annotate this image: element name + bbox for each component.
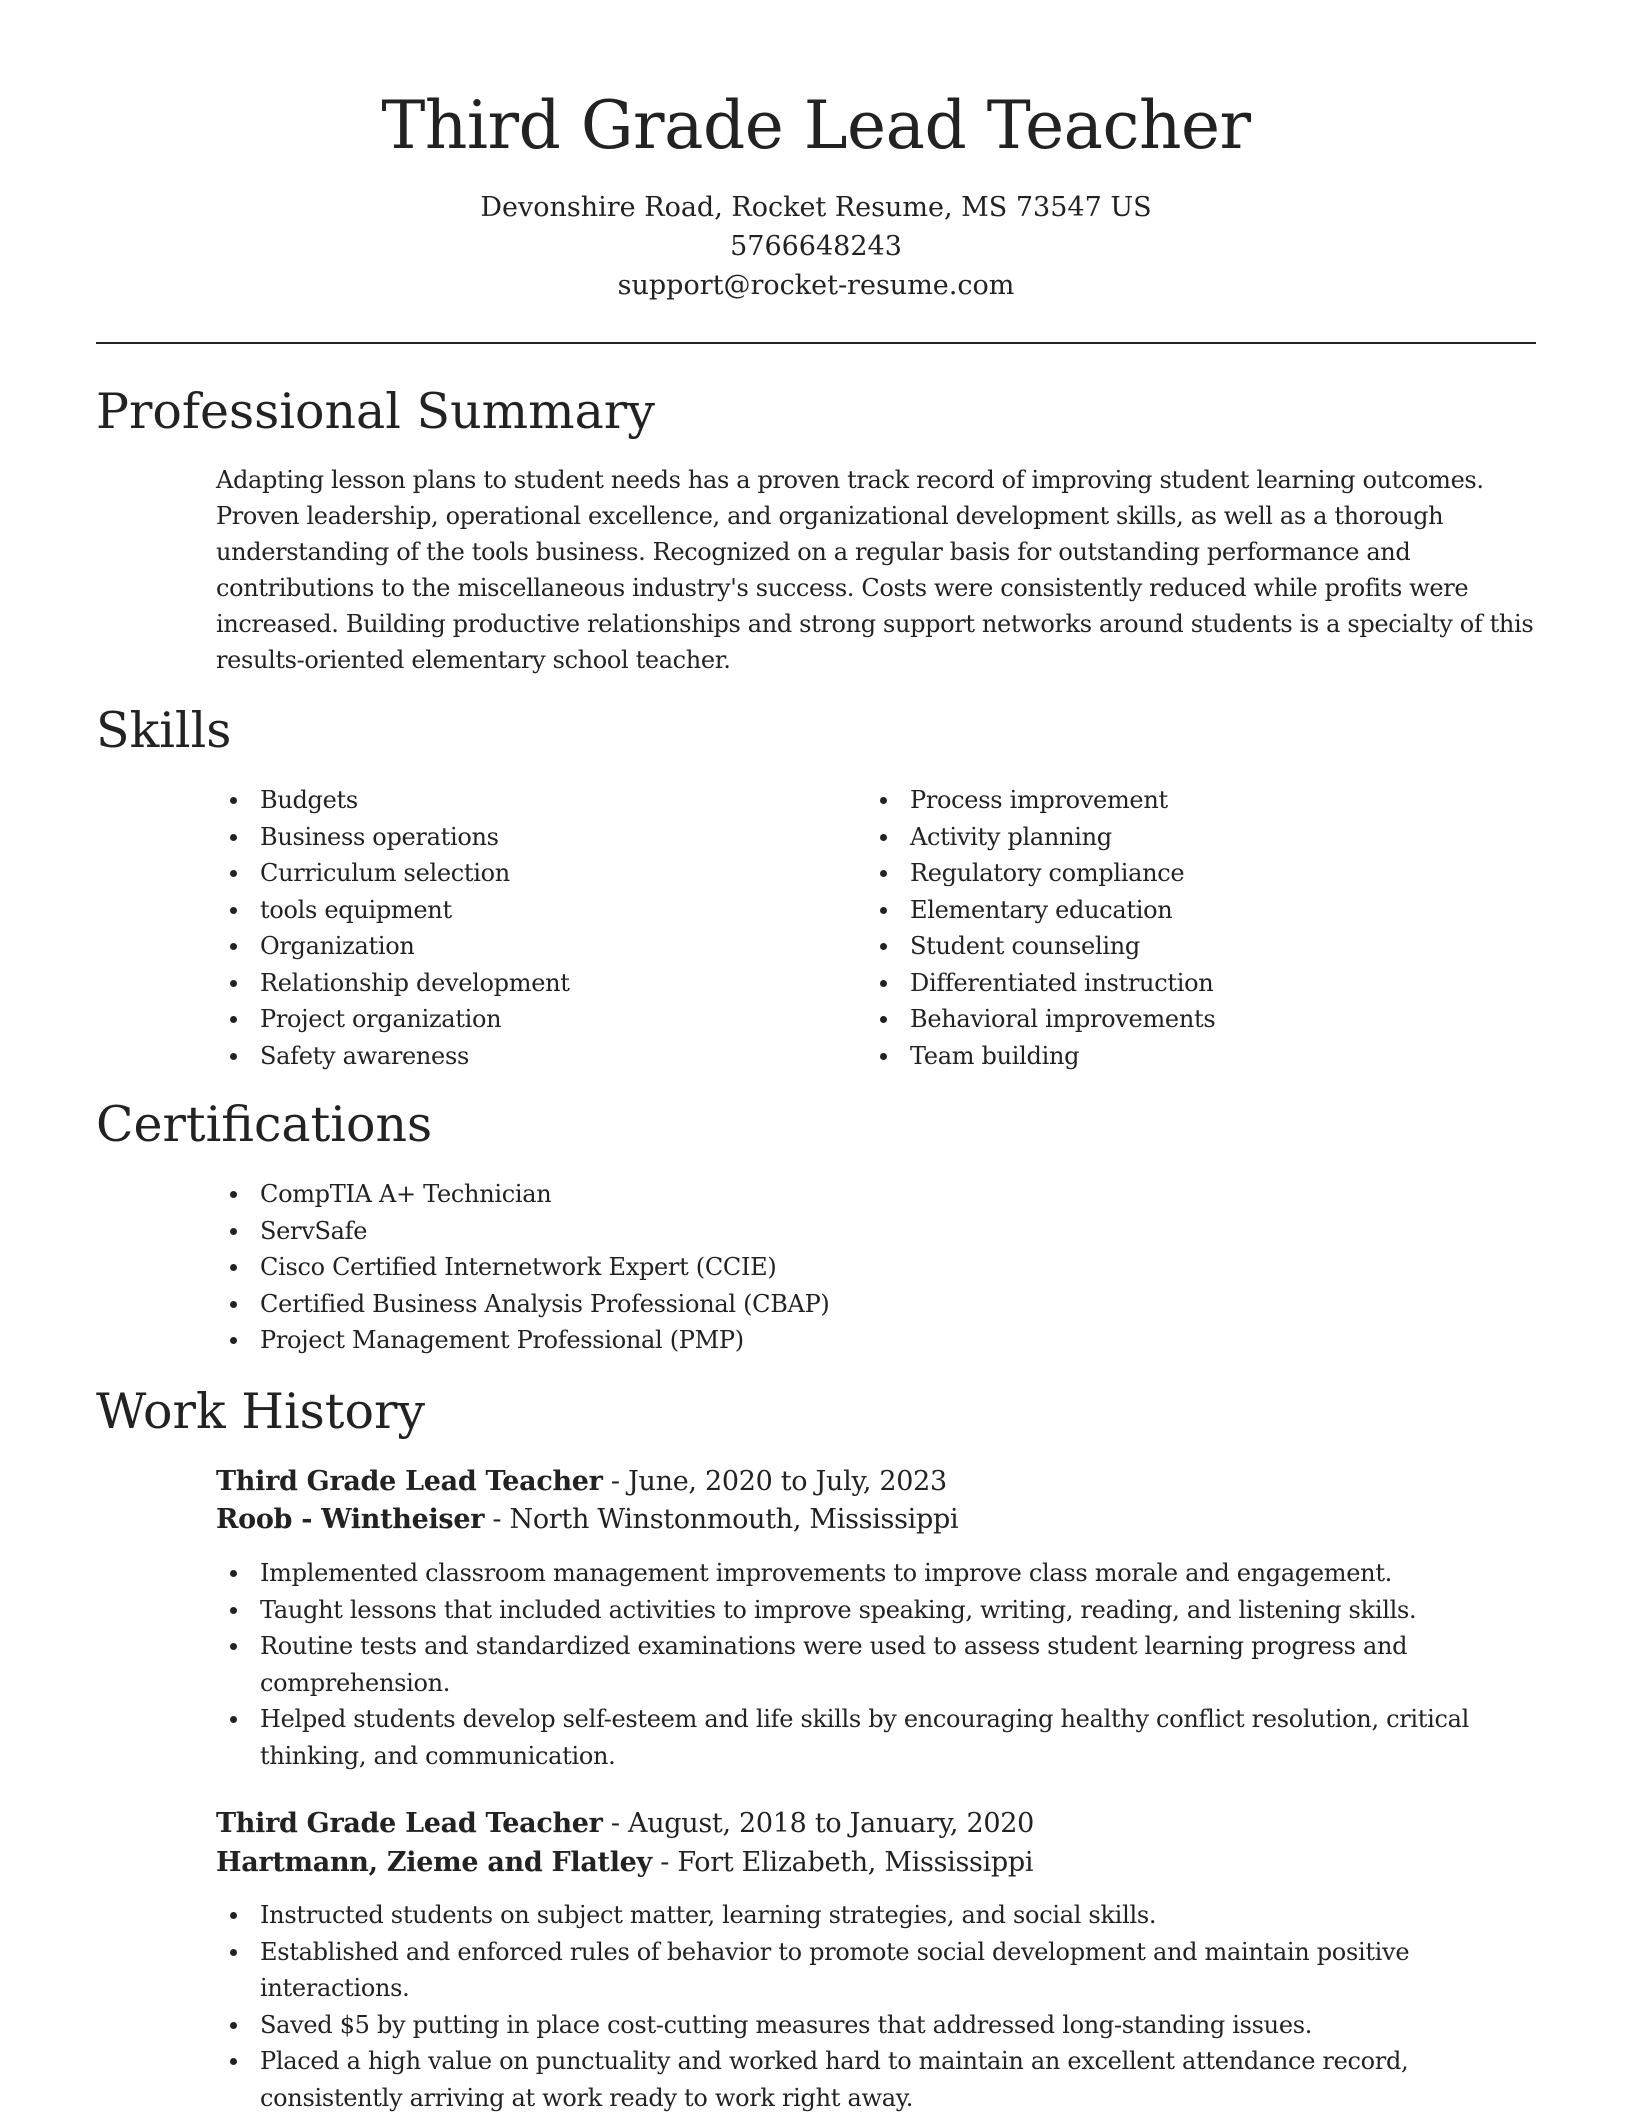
list-item: Project Management Professional (PMP) [216,1322,1516,1359]
list-item: Taught lessons that included activities to improve speaking, writing, reading, and listening skills. [216,1592,1516,1629]
job-2-location: - Fort Elizabeth, Mississippi [651,1847,1034,1878]
contact-email: support@rocket-resume.com [617,270,1015,301]
list-item: Implemented classroom management improvements to improve class morale and engagement. [216,1555,1516,1592]
list-item: Routine tests and standardized examinations were used to assess student learning progress and comprehension. [216,1628,1516,1701]
list-item: Placed a high value on punctuality and worked hard to maintain an excellent attendance record, consistently arriving at work ready to work right away. [216,2043,1516,2112]
job-1-title-line [216,1462,1536,1502]
list-item: Business operations [216,819,816,856]
job-1-location: - North Winstonmouth, Mississippi [484,1504,959,1535]
skills-list-left [216,782,816,1074]
list-item: ServSafe [216,1213,1516,1250]
work-history-heading: Work History [96,1383,426,1440]
list-item: Certified Business Analysis Professional (CBAP) [216,1286,1516,1323]
list-item: Process improvement [866,782,1506,819]
job-1-employer: Roob - Wintheiser [216,1504,485,1535]
contact-info [96,188,1536,305]
list-item: Organization [216,928,816,965]
list-item: Curriculum selection [216,855,816,892]
list-item: Project organization [216,1001,816,1038]
job-2-title-line [216,1804,1536,1844]
list-item: Regulatory compliance [866,855,1506,892]
candidate-name: Third Grade Lead Teacher [381,87,1251,164]
list-item: Budgets [216,782,816,819]
skills-heading: Skills [96,702,232,759]
list-item: Team building [866,1038,1506,1075]
list-item: Differentiated instruction [866,965,1506,1002]
summary-text: Adapting lesson plans to student needs has a proven track record of improving student learning outcomes. Proven leadership, operational excellence, and organizational development skills, as well as a thorough understanding of the tools business. Recognized on a regular basis for outstanding performance and contributions to the miscellaneous industry's success. Costs were consistently reduced while profits were increased. Building productive relationships and strong support networks around students is a specialty of this results-oriented elementary school teacher. [216,466,1534,674]
list-item: Elementary education [866,892,1506,929]
list-item: CompTIA A+ Technician [216,1176,1516,1213]
job-2-employer: Hartmann, Zieme and Flatley [216,1847,652,1878]
list-item: Saved $5 by putting in place cost-cutting measures that addressed long-standing issues. [216,2007,1516,2044]
list-item: Student counseling [866,928,1506,965]
contact-phone: 5766648243 [730,231,902,262]
job-2-employer-line [216,1843,1536,1883]
job-1-dates: - June, 2020 to July, 2023 [602,1466,947,1497]
job-1-role: Third Grade Lead Teacher [216,1466,603,1497]
job-1-bullets [216,1555,1516,1774]
skills-list-right [866,782,1506,1074]
certifications-list [216,1176,1516,1359]
certifications-heading: Certifications [96,1096,433,1153]
header-divider [96,342,1536,344]
list-item: Behavioral improvements [866,1001,1506,1038]
job-2-dates: - August, 2018 to January, 2020 [602,1808,1034,1839]
job-2-bullets [216,1897,1516,2112]
resume-header [96,78,1536,305]
contact-address: Devonshire Road, Rocket Resume, MS 73547 US [480,192,1152,223]
list-item: Cisco Certified Internetwork Expert (CCIE) [216,1249,1516,1286]
list-item: Safety awareness [216,1038,816,1075]
list-item: Relationship development [216,965,816,1002]
summary-heading: Professional Summary [96,383,655,440]
list-item: Helped students develop self-esteem and life skills by encouraging healthy conflict resolution, critical thinking, and communication. [216,1701,1516,1774]
list-item: Instructed students on subject matter, learning strategies, and social skills. [216,1897,1516,1934]
job-2-role: Third Grade Lead Teacher [216,1808,603,1839]
list-item: Activity planning [866,819,1506,856]
list-item: Established and enforced rules of behavior to promote social development and maintain positive interactions. [216,1934,1516,2007]
list-item: tools equipment [216,892,816,929]
job-1-employer-line [216,1500,1536,1540]
